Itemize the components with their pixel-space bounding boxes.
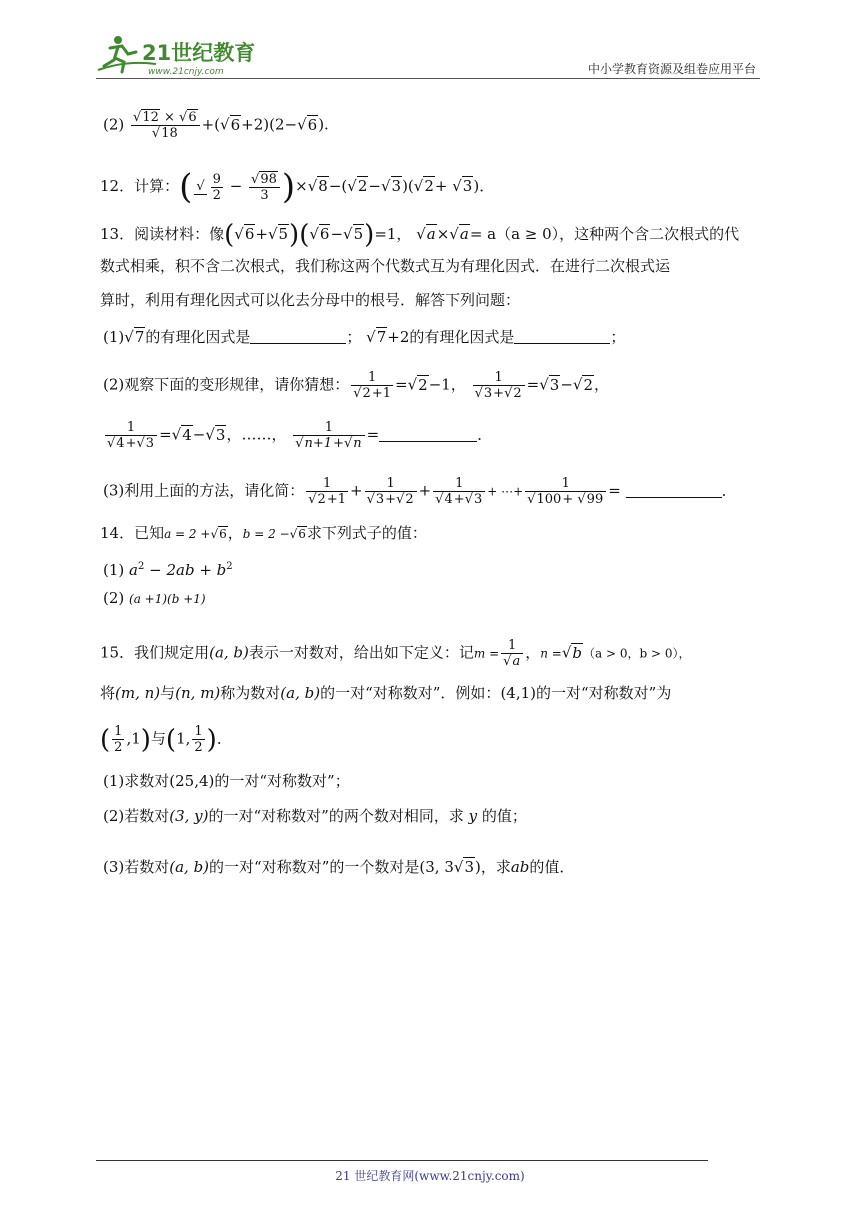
header-divider <box>96 78 760 79</box>
answer-blank[interactable] <box>379 427 477 442</box>
svg-text:www.21cnjy.com: www.21cnjy.com <box>148 67 224 77</box>
q13-line2: 数式相乘，积不含二次根式，我们称这两个代数式互为有理化因式．在进行二次根式运 <box>100 257 671 275</box>
answer-blank[interactable] <box>626 483 722 498</box>
question-14: 14．已知a = 2 +√6，b = 2 −√6求下列式子的值： <box>100 524 427 542</box>
logo-21cnjy <box>96 30 266 80</box>
q13-part3: (3)利用上面的方法，请化简： $\frac{1}{√2+1}$ + $\frac{1}{√3+√2}$ + $\frac{1}{√4+√3}$ + ⋯+ $\frac{1}{√100+ √99}$ = ． <box>103 476 737 507</box>
q13-line1: 13．阅读材料：像(√6+√5)(√6−√5)=1， √a×√a= a（a ≥ 0），这种两个含二次根式的代 <box>100 220 740 250</box>
q13-part2-line1: (2)观察下面的变形规律，请你猜想： $\frac{1}{√2+1}$ =√2−1， $\frac{1}{√3+√2}$ =√3−√2， <box>103 370 610 401</box>
q14-part1: (1) $a^2 - 2ab + b^2$ <box>103 561 233 579</box>
q15-part1: (1)求数对(25,4)的一对“对称数对”； <box>103 772 350 790</box>
q13-part2-line2: $\frac{1}{√4+√3}$ =√4−√3，……， $\frac{1}{√n+1+√n}$ = ． <box>107 420 493 451</box>
header-platform-name: 中小学教育资源及组卷应用平台 <box>587 62 756 76</box>
svg-text:21世纪教育: 21世纪教育 <box>142 41 256 65</box>
q15-line2: 将(m, n)与(n, m)称为数对(a, b)的一对“对称数对”．例如：(4,1)的一对“对称数对”为 <box>100 684 672 702</box>
q13-part1: (1)√7的有理化因式是 ； √7+2的有理化因式是 ； <box>103 328 626 346</box>
question-12: 12．计算：( √ $\frac{9}{2}$ − $\frac{√98}{3}$ )×√8−(√2−√3)(√2+ √3)． <box>100 167 495 207</box>
q11-part2: (2) $\frac{√12 \times √6}{√18}$ +(√6+2)(2−√6). <box>103 110 329 141</box>
q14-part2: (2) (a +1)(b +1) <box>103 589 206 607</box>
footer-divider <box>96 1160 708 1161</box>
answer-blank[interactable] <box>514 329 610 344</box>
q15-line3: ( $\frac{1}{2}$ ,1)与(1, $\frac{1}{2}$ )． <box>100 724 232 755</box>
q15-line1: 15．我们规定用(a, b)表示一对数对，给出如下定义：记m = $\frac{1}{√a}$ ，n =√b（a > 0，b > 0）， <box>100 638 691 669</box>
answer-blank[interactable] <box>250 329 346 344</box>
q15-part2: (2)若数对(3, y)的一对“对称数对”的两个数对相同，求 y 的值； <box>103 807 527 825</box>
page-header <box>96 30 760 80</box>
q13-line3: 算时，利用有理化因式可以化去分母中的根号．解答下列问题： <box>100 291 521 309</box>
q15-part3: (3)若数对(a, b)的一对“对称数对”的一个数对是(3, 3√3)，求ab的值． <box>103 858 575 876</box>
footer-site-link[interactable]: 21 世纪教育网(www.21cnjy.com) <box>335 1169 525 1183</box>
